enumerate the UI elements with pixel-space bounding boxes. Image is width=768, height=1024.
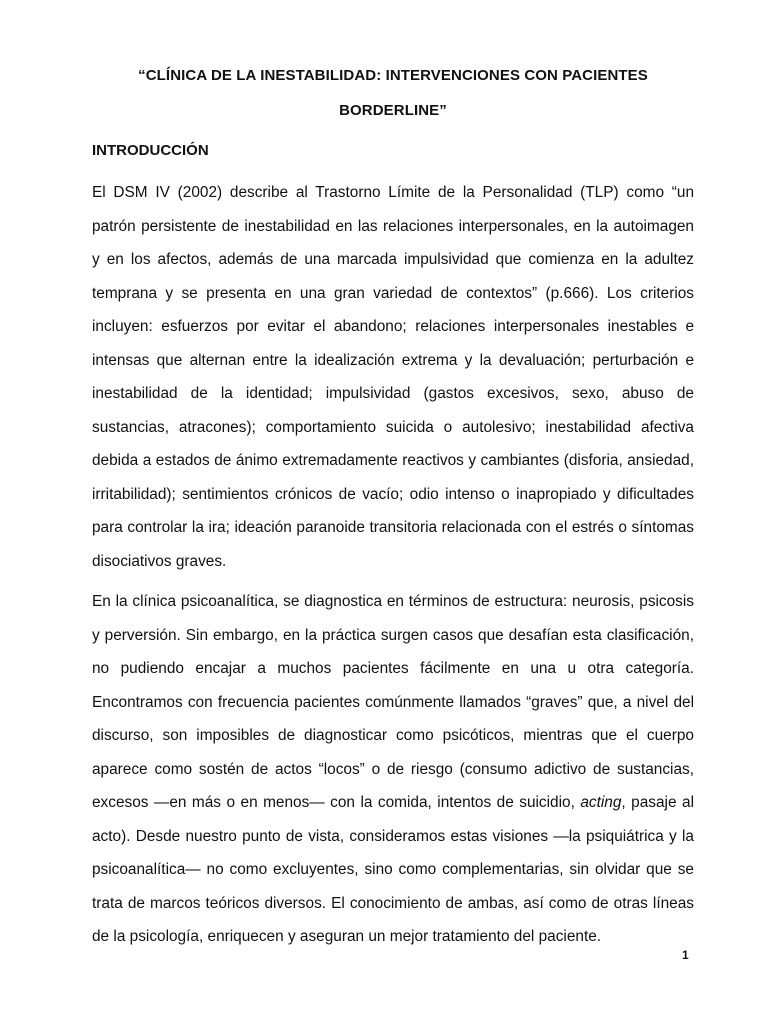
section-heading: INTRODUCCIÓN bbox=[92, 142, 209, 159]
paragraph-2-italic-term: acting bbox=[580, 794, 622, 811]
paragraph-2-text-end: , pasaje al acto). Desde nuestro punto de vista, consideramos estas visiones —la psiquiátrica y la psicoanalítica— no como excluyentes, sino como complementarias, sin olvidar que se trata de marcos teóricos diversos. El conocimiento de ambas, así como de otras líneas de la psicología, enriquecen y aseguran un mejor tratamiento del paciente. bbox=[92, 794, 694, 945]
document-title-line-2: BORDERLINE” bbox=[339, 102, 447, 119]
paragraph-2 bbox=[92, 585, 694, 954]
paragraph-2-text-start: En la clínica psicoanalítica, se diagnostica en términos de estructura: neurosis, psicosis y perversión. Sin embargo, en la práctica surgen casos que desafían esta clasificación, no pudiendo encajar a muchos pacientes fácilmente en una u otra categoría. Encontramos con frecuencia pacientes comúnmente llamados “graves” que, a nivel del discurso, son imposibles de diagnosticar como psicóticos, mientras que el cuerpo aparece como sostén de actos “locos” o de riesgo (consumo adictivo de sustancias, excesos —en más o en menos— con la comida, intentos de suicidio, bbox=[92, 593, 694, 811]
paragraph-1: El DSM IV (2002) describe al Trastorno Límite de la Personalidad (TLP) como “un patrón persistente de inestabilidad en las relaciones interpersonales, en la autoimagen y en los afectos, además de una marcada impulsividad que comienza en la adultez temprana y se presenta en una gran variedad de contextos” (p.666). Los criterios incluyen: esfuerzos por evitar el abandono; relaciones interpersonales inestables e intensas que alternan entre la idealización extrema y la devaluación; perturbación e inestabilidad de la identidad; impulsividad (gastos excesivos, sexo, abuso de sustancias, atracones); comportamiento suicida o autolesivo; inestabilidad afectiva debida a estados de ánimo extremadamente reactivos y cambiantes (disforia, ansiedad, irritabilidad); sentimientos crónicos de vacío; odio intenso o inapropiado y dificultades para controlar la ira; ideación paranoide transitoria relacionada con el estrés o síntomas disociativos graves. bbox=[92, 184, 694, 570]
page-number: 1 bbox=[682, 948, 689, 962]
document-title-line-1: “CLÍNICA DE LA INESTABILIDAD: INTERVENCIONES CON PACIENTES bbox=[138, 67, 648, 84]
